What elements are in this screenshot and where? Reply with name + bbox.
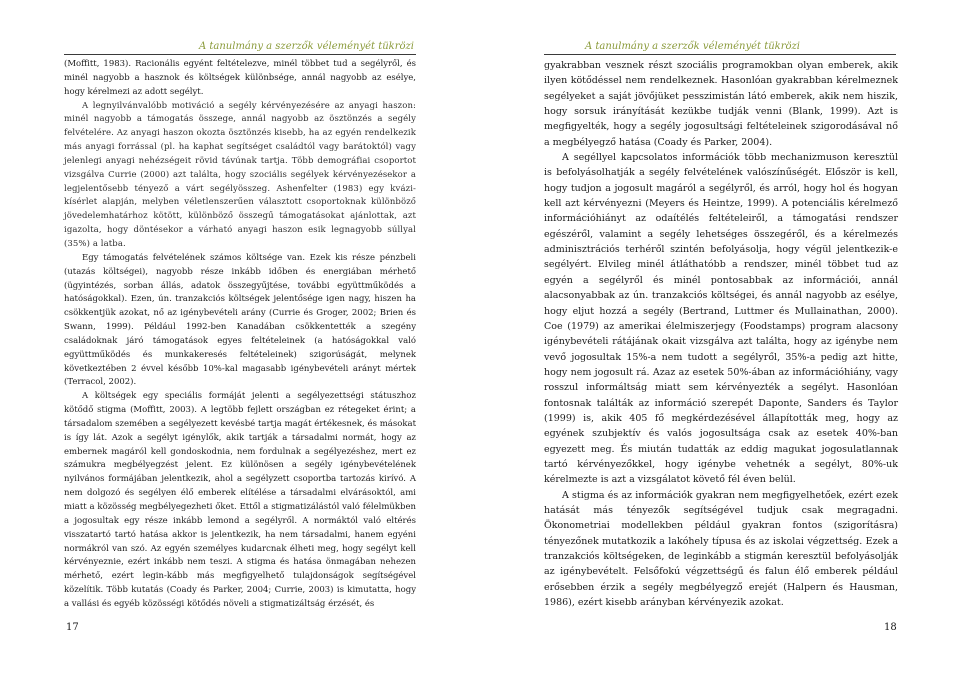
body-text (64, 58, 416, 612)
paragraph: A stigma és az információk gyakran nem megfigyelhetőek, ezért ezek hatását más tényezők segítségével tudjuk csak megragadni. Ökonometriai modellekben például gyakran fontos (szigorításra) tényezőnek mutatkozik a lakóhely típusa és az iskolai végzettség. Ezek a tranzakciós költségeken, de leginkább a stigmán keresztül befolyásolják az igénybevételt. Felsőfokú végzettségű és falun élő emberek például erősebben érzik a segély megbélyegző erejét (Halpern és Hausman, 1986), ezért kisebb arányban kérvényezik azokat. (544, 489, 898, 609)
running-head: A tanulmány a szerzők véleményét tükrözi (198, 41, 414, 52)
page-number: 17 (66, 622, 79, 633)
paragraph: A legnyilvánvalóbb motiváció a segély kérvényezésére az anyagi haszon: minél nagyobb a támogatás összege, annál nagyobb az ösztönzés a segély felvételére. Az anyagi haszon okozta ösztönzés kisebb, ha az egyén rendelkezik más anyagi forrással (pl. ha kaphat segítséget családtól vagy barátoktól) vagy jelenlegi anyagi nehézségeit rövid távúnak tartja. Több demográfiai csoportot vizsgálva Currie (2000) azt találta, hogy szociális segélyek kérvényezésekor a legjelentősebb tényező a várt segélyösszeg. Ashenfelter (1983) egy kvázi-kísérlet alapján, melyben véletlenszerűen választott csoportoknak különböző jövedelemhatárhoz kötött, különböző összegű támogatásokat ajánlottak, azt igazolta, hogy döntésekor a várható anyagi haszon esik legnagyobb súllyal (35%) a latba. (64, 100, 416, 249)
running-head: A tanulmány a szerzők véleményét tükrözi (584, 41, 800, 52)
header-rule (64, 54, 416, 55)
paragraph: A költségek egy speciális formáját jelenti a segélyezettségi státuszhoz kötődő stigma (Moffitt, 2003). A legtöbb fejlett országban ez rétegeket érint; a társadalom szemében a segélyezett kevésbé tartja magát értékesnek, és másokat is így lát. Azok a segélyt igénylők, akik tartják a társadalmi normát, hogy az embernek magáról kell gondoskodnia, nem fordulnak a segélyezéshez, mert ez számukra megbélyegzést jelent. Ez különösen a segély igénybevételének nyilvános formájában jelentkezik, ahol a segélyzett csoportba tartozás kirívó. A nem dolgozó és segélyen élő emberek elítélése a társadalmi elvárásoktól, ami miatt a közösség megbélyegezheti őket. Ettől a stigmatizálástól való félelmükben a jogosultak egy része inkább lemond a segélyről. A normáktól való eltérés visszatartó tartó hatása akkor is jelentkezik, ha nem társadalmi, hanem egyéni normákról van szó. Az egyén személyes kudarcnak élheti meg, hogy segélyt kell kérvényeznie, ezért inkább nem teszi. A stigma és hatása önmagában nehezen mérhető, ezért legin-kább más megfigyelhető tulajdonságok segítségével közelítik. Több kutatás (Coady és Parker, 2004; Currie, 2003) is kimutatta, hogy a vallási és egyéb közösségi kötődés növeli a stigmatizáltság érzését, és (64, 391, 416, 609)
paragraph: gyakrabban vesznek részt szociális programokban olyan emberek, akik ilyen kötődéssel nem rendelkeznek. Hasonlóan gyakrabban kérelmeznek segélyeket a saját jövőjüket pesszimistán látó emberek, akik nem hiszik, hogy sorsuk irányítását kezükbe tudják venni (Blank, 1999). Azt is megfigyelték, hogy a segély jogosultsági feltételeinek szigorodásával nő a megbélyegző hatása (Coady és Parker, 2004). (544, 60, 898, 148)
page-number: 18 (884, 622, 897, 633)
paragraph: Egy támogatás felvételének számos költsége van. Ezek kis része pénzbeli (utazás költségei), nagyobb része inkább időben és energiában mérhető (ügyintézés, sorban állás, adatok összegyűjtése, további együttműködés a hatóságokkal). Ezen, ún. tranzakciós költségek jelentősége igen nagy, hiszen ha csökkentjük azokat, nő az igénybevételi arány (Currie és Groger, 2002; Brien és Swann, 1999). Például 1992-ben Kanadában csökkentették a szegény családoknak járó támogatások egyes feltételeinek (a hatóságokkal való együttműködés és munkakeresés feltételeinek) szigorúságát, melynek következtében 2 évvel később 10%-kal magasabb igénybevételi arányt mértek (Terracol, 2002). (64, 252, 416, 388)
body-text (544, 58, 898, 610)
right-page (480, 0, 960, 674)
header-rule (544, 54, 896, 55)
paragraph: A segéllyel kapcsolatos információk több mechanizmuson keresztül is befolyásolhatják a segély felvételének valószínűségét. Először is kell, hogy tudjon a jogosult magáról a segélyről, és arról, hogy hol és hogyan kell azt kérvényezni (Meyers és Heintze, 1999). A potenciális kérelmező információhiányt az odaítélés feltételeiről, a támogatási rendszer egészéről, valamint a segély lehetséges összegéről, és a kérelmezés adminisztrációs terhéről szintén befolyásolja, hogy végül jelentkezik-e segélyért. Elvileg minél átláthatóbb a rendszer, minél többet tud az egyén a segélyről és minél pontosabbak az információi, annál alacsonyabbak az ún. tranzakciós költségei, és annál nagyobb az esélye, hogy eljut hozzá a segély (Bertrand, Luttmer és Mullainathan, 2000). Coe (1979) az amerikai élelmiszerjegy (Foodstamps) program alacsony igénybevételi rátájának okait vizsgálva azt találta, hogy az igénybe nem vevő jogosultak 15%-a nem tudott a segélyről, 35%-a pedig azt hitte, hogy nem jogosult rá. Azaz az esetek 50%-ában az információhiány, vagy rosszul informáltság miatt sem kérvényezték a segélyt. Hasonlóan fontosnak találták az információ szerepét Daponte, Sanders és Taylor (1999) is, akik 405 fő megkérdezésével állapították meg, hogy az egyének szubjektív és valós jogosultsága csak az esetek 40%-ban egyezett meg. És miután tudatták az eddig magukat jogosulatlannak tartó kérvényezőkkel, hogy igénybe vehetnék a segélyt, 80%-uk kérelmezte is azt a vizsgálatot követő fél éven belül. (544, 152, 898, 486)
paragraph: (Moffitt, 1983). Racionális egyént feltételezve, minél többet tud a segélyről, és minél nagyobb a hasznok és költségek különbsége, annál nagyobb az esélye, hogy kérelmezi az adott segélyt. (64, 59, 416, 97)
